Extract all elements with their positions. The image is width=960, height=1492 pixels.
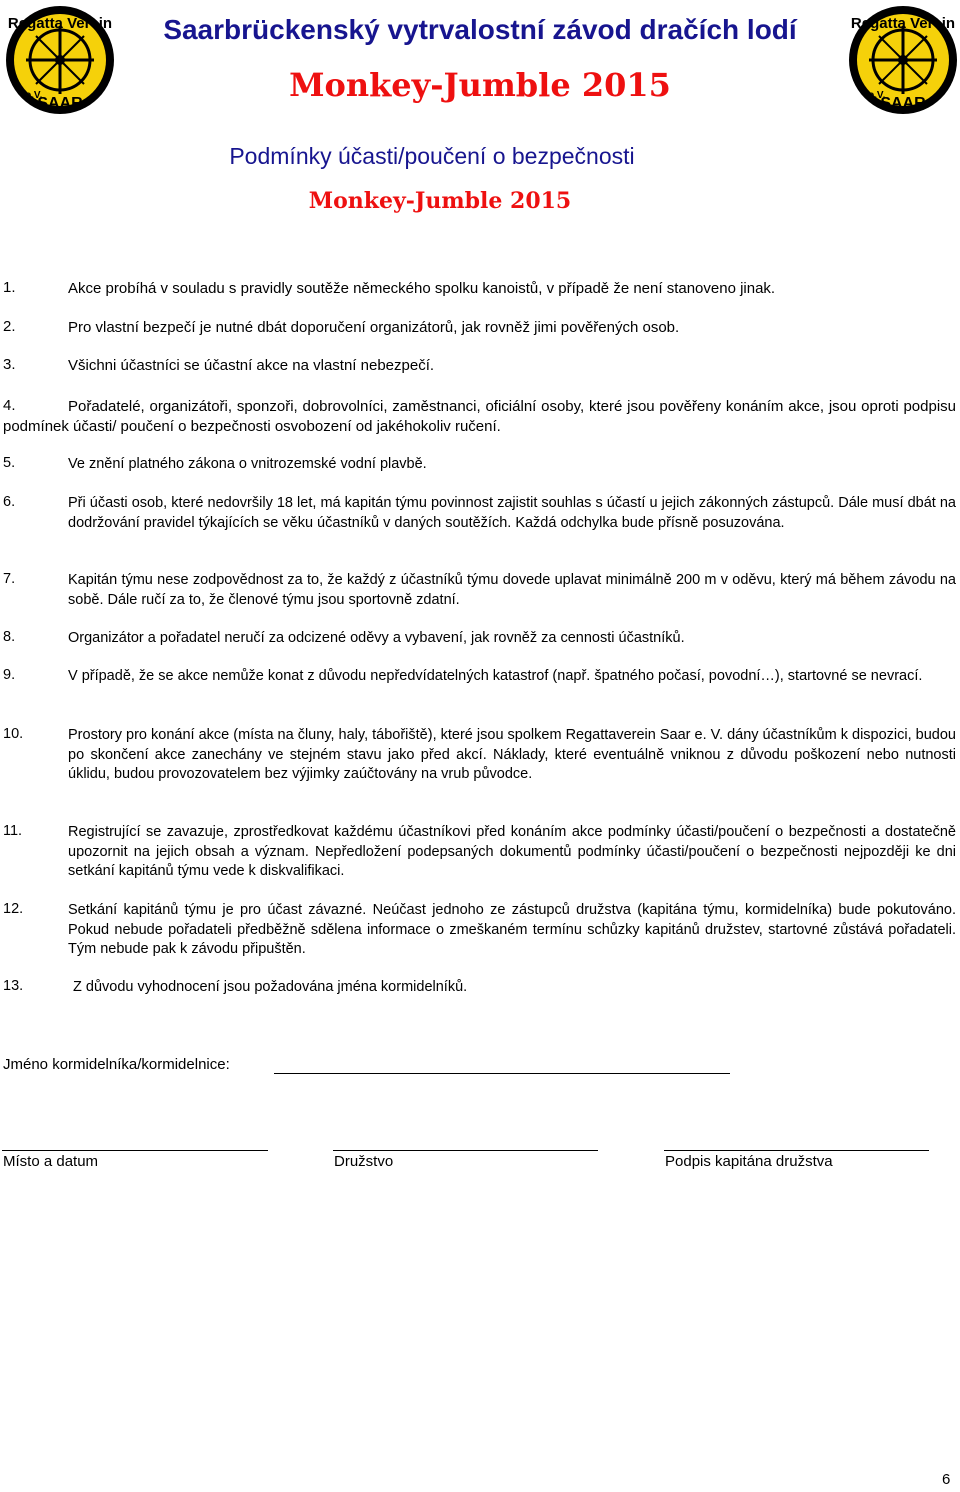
rule-number: 3.	[3, 356, 16, 373]
rule-number: 2.	[3, 318, 16, 335]
rule-text: Prostory pro konání akce (místa na čluny, haly, tábořiště), které jsou spolkem Regattaverein Saar e. V. dány účastníkům k dispozici, budou po skončení akce zanechány ve stejném stavu jako před akcí. Náklady, které eventuálně vniknou z důvodu poškození nebo nutnosti úklidu, budou provozovatelem bez výjimky zaúčtovány na vrub původce.	[68, 727, 956, 783]
page-number: 6	[942, 1471, 951, 1488]
rule-text: Pořadatelé, organizátoři, sponzoři, dobrovolníci, zaměstnanci, oficiální osoby, které jsou pověřeny konáním akce, jsou oproti podpisu podmínek účasti/ poučení o bezpečnosti osvobození od jakéhokoliv ručení.	[3, 398, 956, 435]
rule-text: Pro vlastní bezpečí je nutné dbát doporučení organizátorů, jak rovněž jimi pověřených osob.	[68, 319, 680, 336]
team-label: Družstvo	[334, 1153, 394, 1170]
svg-text:SAAR: SAAR	[37, 95, 83, 112]
rule-text: Všichni účastníci se účastní akce na vlastní nebezpečí.	[68, 357, 435, 374]
svg-text:Regatta Verein: Regatta Verein	[7, 15, 113, 32]
rule-number: 7.	[3, 571, 16, 587]
svg-text:e.V.: e.V.	[25, 90, 43, 101]
rule-number: 8.	[3, 629, 16, 645]
rule-number: 4.	[3, 397, 16, 414]
helmsman-name-line[interactable]	[274, 1073, 730, 1074]
document-subtitle: Monkey-Jumble 2015	[308, 188, 572, 214]
captain-signature-label: Podpis kapitána družstva	[665, 1153, 833, 1170]
event-title: Monkey-Jumble 2015	[289, 66, 671, 104]
svg-text:Regatta Verein: Regatta Verein	[850, 15, 956, 32]
rule-text: Kapitán týmu nese zodpovědnost za to, že každý z účastníků týmu dovede uplavat minimálně 200 m v oděvu, který má během závodu na sobě. Dále ručí za to, že členové týmu jsou sportovně zdatní.	[68, 572, 956, 608]
rule-number: 13.	[3, 978, 24, 994]
place-date-label: Místo a datum	[3, 1153, 99, 1170]
rule-text: Setkání kapitánů týmu je pro účast závazné. Neúčast jednoho ze zástupců družstva (kapitána týmu, kormidelníka) bude pokutováno. Pokud nebude pořadateli předběžně sdělena informace o zmeškaném termínu schůzky kapitánů družstev, startovné zůstává pořadateli. Tým nebude pak k závodu připuštěn.	[68, 902, 956, 958]
rule-number: 9.	[3, 667, 16, 683]
rule-text: Ve znění platného zákona o vnitrozemské vodní plavbě.	[68, 456, 427, 472]
rule-text: Z důvodu vyhodnocení jsou požadována jména kormidelníků.	[73, 979, 468, 995]
place-date-line[interactable]	[2, 1150, 268, 1151]
rule-number: 10.	[3, 726, 24, 742]
rule-number: 1.	[3, 279, 16, 296]
rule-number: 5.	[3, 455, 16, 471]
rule-text: Akce probíhá v souladu s pravidly soutěže německého spolku kanoistů, v případě že není stanoveno jinak.	[68, 280, 776, 297]
team-line[interactable]	[333, 1150, 598, 1151]
rule-text: V případě, že se akce nemůže konat z důvodu nepředvídatelných katastrof (např. špatného počasí, povodní…), startovné se nevrací.	[68, 668, 923, 684]
captain-signature-line[interactable]	[664, 1150, 929, 1151]
rule-number: 12.	[3, 901, 24, 917]
rule-text: Při účasti osob, které nedovršily 18 let, má kapitán týmu povinnost zajistit souhlas s účastí u jejich zákonných zástupců. Dále musí dbát na dodržování pravidel týkajících se věku účastníků v daných soutěžích. Každá odchylka bude přísně posuzována.	[68, 495, 956, 531]
svg-text:SAAR: SAAR	[880, 95, 926, 112]
main-title: Saarbrückenský vytrvalostní závod dračích lodí	[163, 14, 797, 45]
rule-text: Organizátor a pořadatel neručí za odcizené oděvy a vybavení, jak rovněž za cennosti účastníků.	[68, 630, 685, 646]
rule-number: 6.	[3, 494, 16, 510]
document-title: Podmínky účasti/poučení o bezpečnosti	[229, 143, 635, 169]
rule-number: 11.	[3, 823, 23, 839]
helmsman-name-label: Jméno kormidelníka/kormidelnice:	[3, 1056, 230, 1073]
rule-text: Registrující se zavazuje, zprostředkovat každému účastníkovi před konáním akce podmínky účasti/poučení o bezpečnosti a dostatečně upozornit na jejich obsah a význam. Nepředložení podepsaných dokumentů podmínky účasti/poučení o bezpečnosti nejpozději ke dni setkání kapitánů týmu vede k diskvalifikaci.	[68, 824, 956, 880]
svg-text:e.V.: e.V.	[868, 90, 886, 101]
